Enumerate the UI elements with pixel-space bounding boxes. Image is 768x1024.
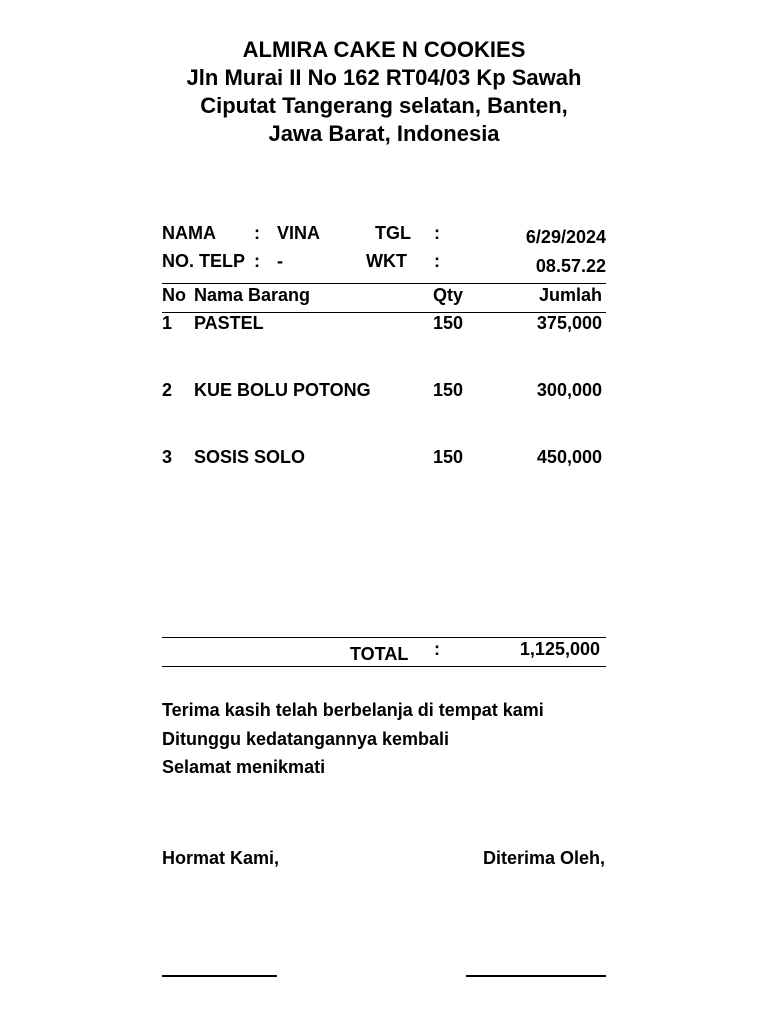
store-address-line-1: Jln Murai II No 162 RT04/03 Kp Sawah (186, 65, 582, 90)
signature-right-line (466, 975, 606, 977)
col-header-nama-barang: Nama Barang (194, 285, 311, 305)
nama-label: NAMA (162, 223, 216, 243)
thank-you-message: Terima kasih telah berbelanja di tempat kami (162, 700, 544, 720)
total-colon: : (434, 639, 440, 659)
enjoy-message: Selamat menikmati (162, 757, 326, 777)
tgl-colon: : (434, 223, 440, 243)
row-amount: 300,000 (536, 380, 602, 400)
row-qty: 150 (433, 447, 464, 467)
row-qty: 150 (433, 380, 464, 400)
store-address-line-3: Jawa Barat, Indonesia (268, 121, 500, 146)
col-header-qty: Qty (433, 285, 464, 305)
store-address-line-2: Ciputat Tangerang selatan, Banten, (200, 93, 568, 118)
store-name: ALMIRA CAKE N COOKIES (242, 37, 526, 62)
row-item: KUE BOLU POTONG (194, 380, 371, 400)
come-again-message: Ditunggu kedatangannya kembali (162, 729, 450, 749)
row-no: 2 (162, 380, 173, 400)
telp-label: NO. TELP (162, 251, 246, 271)
telp-colon: : (254, 251, 260, 271)
row-no: 1 (162, 313, 173, 333)
wkt-value: 08.57.22 (535, 256, 606, 276)
store-header (0, 36, 768, 148)
nama-colon: : (254, 223, 260, 243)
row-no: 3 (162, 447, 173, 467)
tgl-label: TGL (375, 223, 411, 243)
row-qty: 150 (433, 313, 464, 333)
col-header-no: No (162, 285, 186, 305)
col-header-jumlah: Jumlah (538, 285, 602, 305)
signature-left-label: Hormat Kami, (162, 848, 280, 868)
nama-value: VINA (277, 223, 321, 243)
signature-right-label: Diterima Oleh, (482, 848, 605, 868)
wkt-colon: : (434, 251, 440, 271)
row-amount: 375,000 (536, 313, 602, 333)
total-value: 1,125,000 (519, 639, 600, 659)
total-bottom-rule (162, 666, 606, 667)
row-amount: 450,000 (536, 447, 602, 467)
row-item: SOSIS SOLO (194, 447, 306, 467)
signature-left-line (162, 975, 277, 977)
tgl-value: 6/29/2024 (525, 227, 606, 247)
telp-value: - (277, 251, 283, 271)
row-item: PASTEL (194, 313, 264, 333)
total-label: TOTAL (350, 644, 409, 664)
wkt-label: WKT (366, 251, 407, 271)
